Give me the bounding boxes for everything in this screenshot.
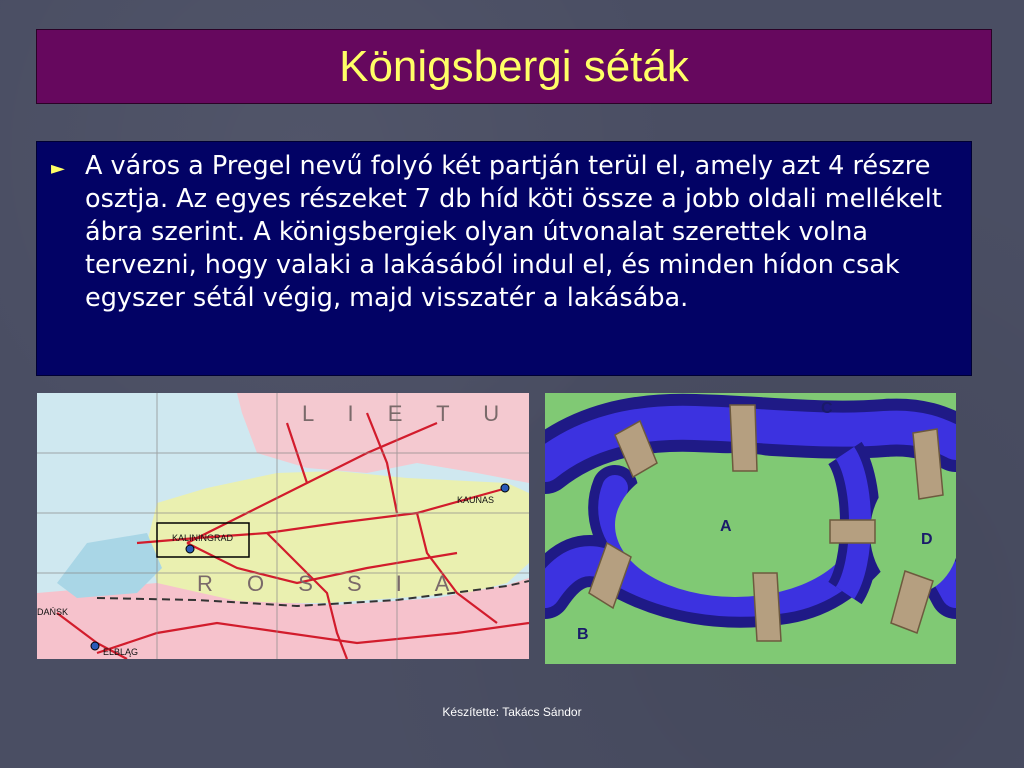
- kaliningrad-map-image: [37, 393, 529, 659]
- map-label-russia: R O S S I A: [197, 571, 464, 596]
- bridge-2: [730, 405, 757, 471]
- bullet-text: A város a Pregel nevű folyó két partján terül el, amely azt 4 részre osztja. Az egyes részeket 7 db híd köti össze a jobb oldali mellékelt ábra szerint. A königsbergiek olyan útvonalat szerettek volna tervezni, hogy valaki a lakásából indul el, és minden hídon csak egyszer sétál végig, majd visszatér a lakásába.: [85, 151, 942, 313]
- map-illustration: [37, 393, 529, 659]
- region-label-d: D: [921, 531, 933, 548]
- content-box: [36, 141, 972, 376]
- map-label-kaliningrad: KALININGRAD: [172, 533, 234, 543]
- bullet-arrow-icon: ►: [51, 158, 65, 179]
- slide-title: Königsbergi séták: [339, 41, 689, 91]
- bridge-4: [830, 520, 875, 543]
- map-label-lithuania: L I E T U: [302, 401, 514, 426]
- map-label-elblag: ELBLĄG: [103, 647, 139, 657]
- title-bar: [36, 29, 992, 104]
- region-label-c: C: [821, 400, 833, 417]
- bridge-6: [753, 573, 781, 641]
- bridge-3: [913, 429, 943, 499]
- region-label-a: A: [720, 518, 732, 535]
- map-label-kaunas: KAUNAS: [457, 495, 495, 505]
- bridges-diagram-image: [545, 393, 956, 664]
- bullet-item: [51, 150, 957, 315]
- footer-credit: Készítette: Takács Sándor: [442, 705, 582, 719]
- konigsberg-bridges-diagram: [545, 393, 956, 664]
- map-label-gdansk: DAŃSK: [37, 607, 69, 617]
- region-label-b: B: [577, 626, 589, 643]
